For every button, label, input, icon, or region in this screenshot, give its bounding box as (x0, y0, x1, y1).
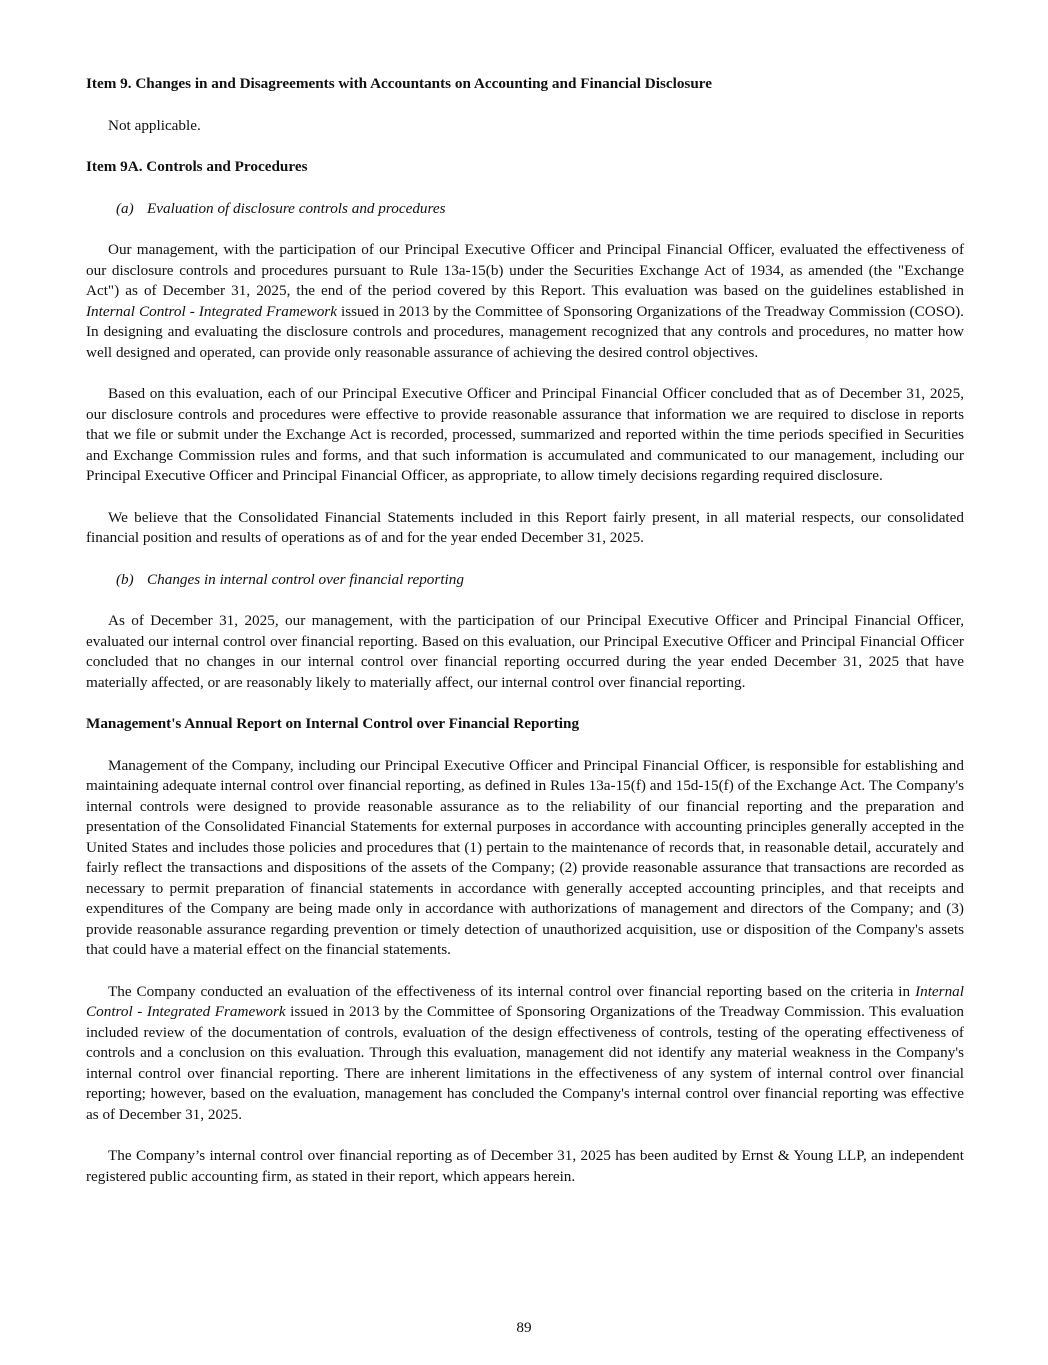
disclosure-evaluation-paragraph (86, 240, 964, 363)
subsection-a-title (116, 199, 964, 220)
management-responsibility-paragraph: Management of the Company, including our Principal Executive Officer and Principal Financial Officer, is responsible for establishing and maintaining adequate internal control over financial reporting, as defined in Rules 13a-15(f) and 15d-15(f) of the Exchange Act. The Company's internal controls were designed to provide reasonable assurance as to the reliability of our financial reporting and the preparation and presentation of the Consolidated Financial Statements for external purposes in accordance with accounting principles generally accepted in the United States and includes those policies and procedures that (1) pertain to the maintenance of records that, in reasonable detail, accurately and fairly reflect the transactions and dispositions of the assets of the Company; (2) provide reasonable assurance that transactions are recorded as necessary to permit preparation of financial statements in accordance with generally accepted accounting principles, and that receipts and expenditures of the Company are being made only in accordance with authorizations of management and directors of the Company; and (3) provide reasonable assurance regarding prevention or timely detection of unauthorized acquisition, use or disposition of the Company's assets that could have a material effect on the financial statements. (86, 756, 964, 958)
subsection-a-label: (a) (116, 199, 134, 217)
page-number: 89 (516, 1319, 532, 1336)
subsection-b-title (116, 570, 964, 591)
paragraph-text: Our management, with the participation of our Principal Executive Officer and Principal Financial Officer, evaluated the effectiveness of our disclosure controls and procedures pursuant to Rule 13a-15(b) under the Securities Exchange Act of 1934, as amended (the "Exchange Act") as of December 31, 2025, the end of the period covered by this Report. This evaluation was based on the guidelines established in (86, 241, 964, 299)
item9a-heading: Item 9A. Controls and Procedures (86, 158, 308, 175)
financial-statements-paragraph: We believe that the Consolidated Financial Statements included in this Report fairly present, in all material respects, our consolidated financial position and results of operations as of and for the year ended December 31, 2025. (86, 508, 964, 546)
paragraph-text: issued in 2013 by the Committee of Sponsoring Organizations of the Treadway Commission. This evaluation included review of the documentation of controls, evaluation of the design effectiveness of controls, testing of the operating effectiveness of controls and a conclusion on this evaluation. Through this evaluation, management did not identify any material weakness in the Company's internal control over financial reporting. There are inherent limitations in the effectiveness of any system of internal control over financial reporting; however, based on the evaluation, management has concluded the Company's internal control over financial reporting was effective as of December 31, 2025. (86, 1003, 965, 1123)
management-report-heading: Management's Annual Report on Internal Control over Financial Reporting (86, 715, 580, 732)
paragraph-text: The Company conducted an evaluation of the effectiveness of its internal control over financial reporting based on the criteria in (108, 982, 916, 1000)
paragraph-text: issued in 2013 by the Committee of Sponsoring Organizations of the Treadway Commission (COSO). In designing and evaluating the disclosure controls and procedures, management recognized that any controls and procedures, no matter how well designed and operated, can provide only reasonable assurance of achieving the desired control objectives. (86, 302, 964, 361)
subsection-b-label: (b) (116, 570, 134, 588)
subsection-a-text: Evaluation of disclosure controls and procedures (147, 199, 446, 217)
subsection-b-text: Changes in internal control over financial reporting (147, 570, 464, 588)
item9-heading: Item 9. Changes in and Disagreements with Accountants on Accounting and Financial Disclosure (86, 75, 712, 92)
auditor-paragraph: The Company’s internal control over financial reporting as of December 31, 2025 has been audited by Ernst & Young LLP, an independent registered public accounting firm, as stated in their report, which appears herein. (86, 1147, 964, 1185)
document-page (86, 74, 964, 1208)
framework-name: Internal Control - Integrated Framework (86, 302, 337, 320)
management-evaluation-paragraph (86, 982, 964, 1126)
disclosure-conclusion-paragraph: Based on this evaluation, each of our Principal Executive Officer and Principal Financial Officer concluded that as of December 31, 2025, our disclosure controls and procedures were effective to provide reasonable assurance that information we are required to disclose in reports that we file or submit under the Exchange Act is recorded, processed, summarized and reported within the time periods specified in Securities and Exchange Commission rules and forms, and that such information is accumulated and communicated to our management, including our Principal Executive Officer and Principal Financial Officer, as appropriate, to allow timely decisions regarding required disclosure. (86, 385, 964, 484)
framework-name: Internal Control - Integrated Framework (86, 982, 964, 1020)
item9-text: Not applicable. (108, 116, 201, 134)
changes-in-control-paragraph: As of December 31, 2025, our management, with the participation of our Principal Executive Officer and Principal Financial Officer, evaluated our internal control over financial reporting. Based on this evaluation, our Principal Executive Officer and Principal Financial Officer concluded that no changes in our internal control over financial reporting occurred during the year ended December 31, 2025 that have materially affected, or are reasonably likely to materially affect, our internal control over financial reporting. (86, 612, 964, 691)
